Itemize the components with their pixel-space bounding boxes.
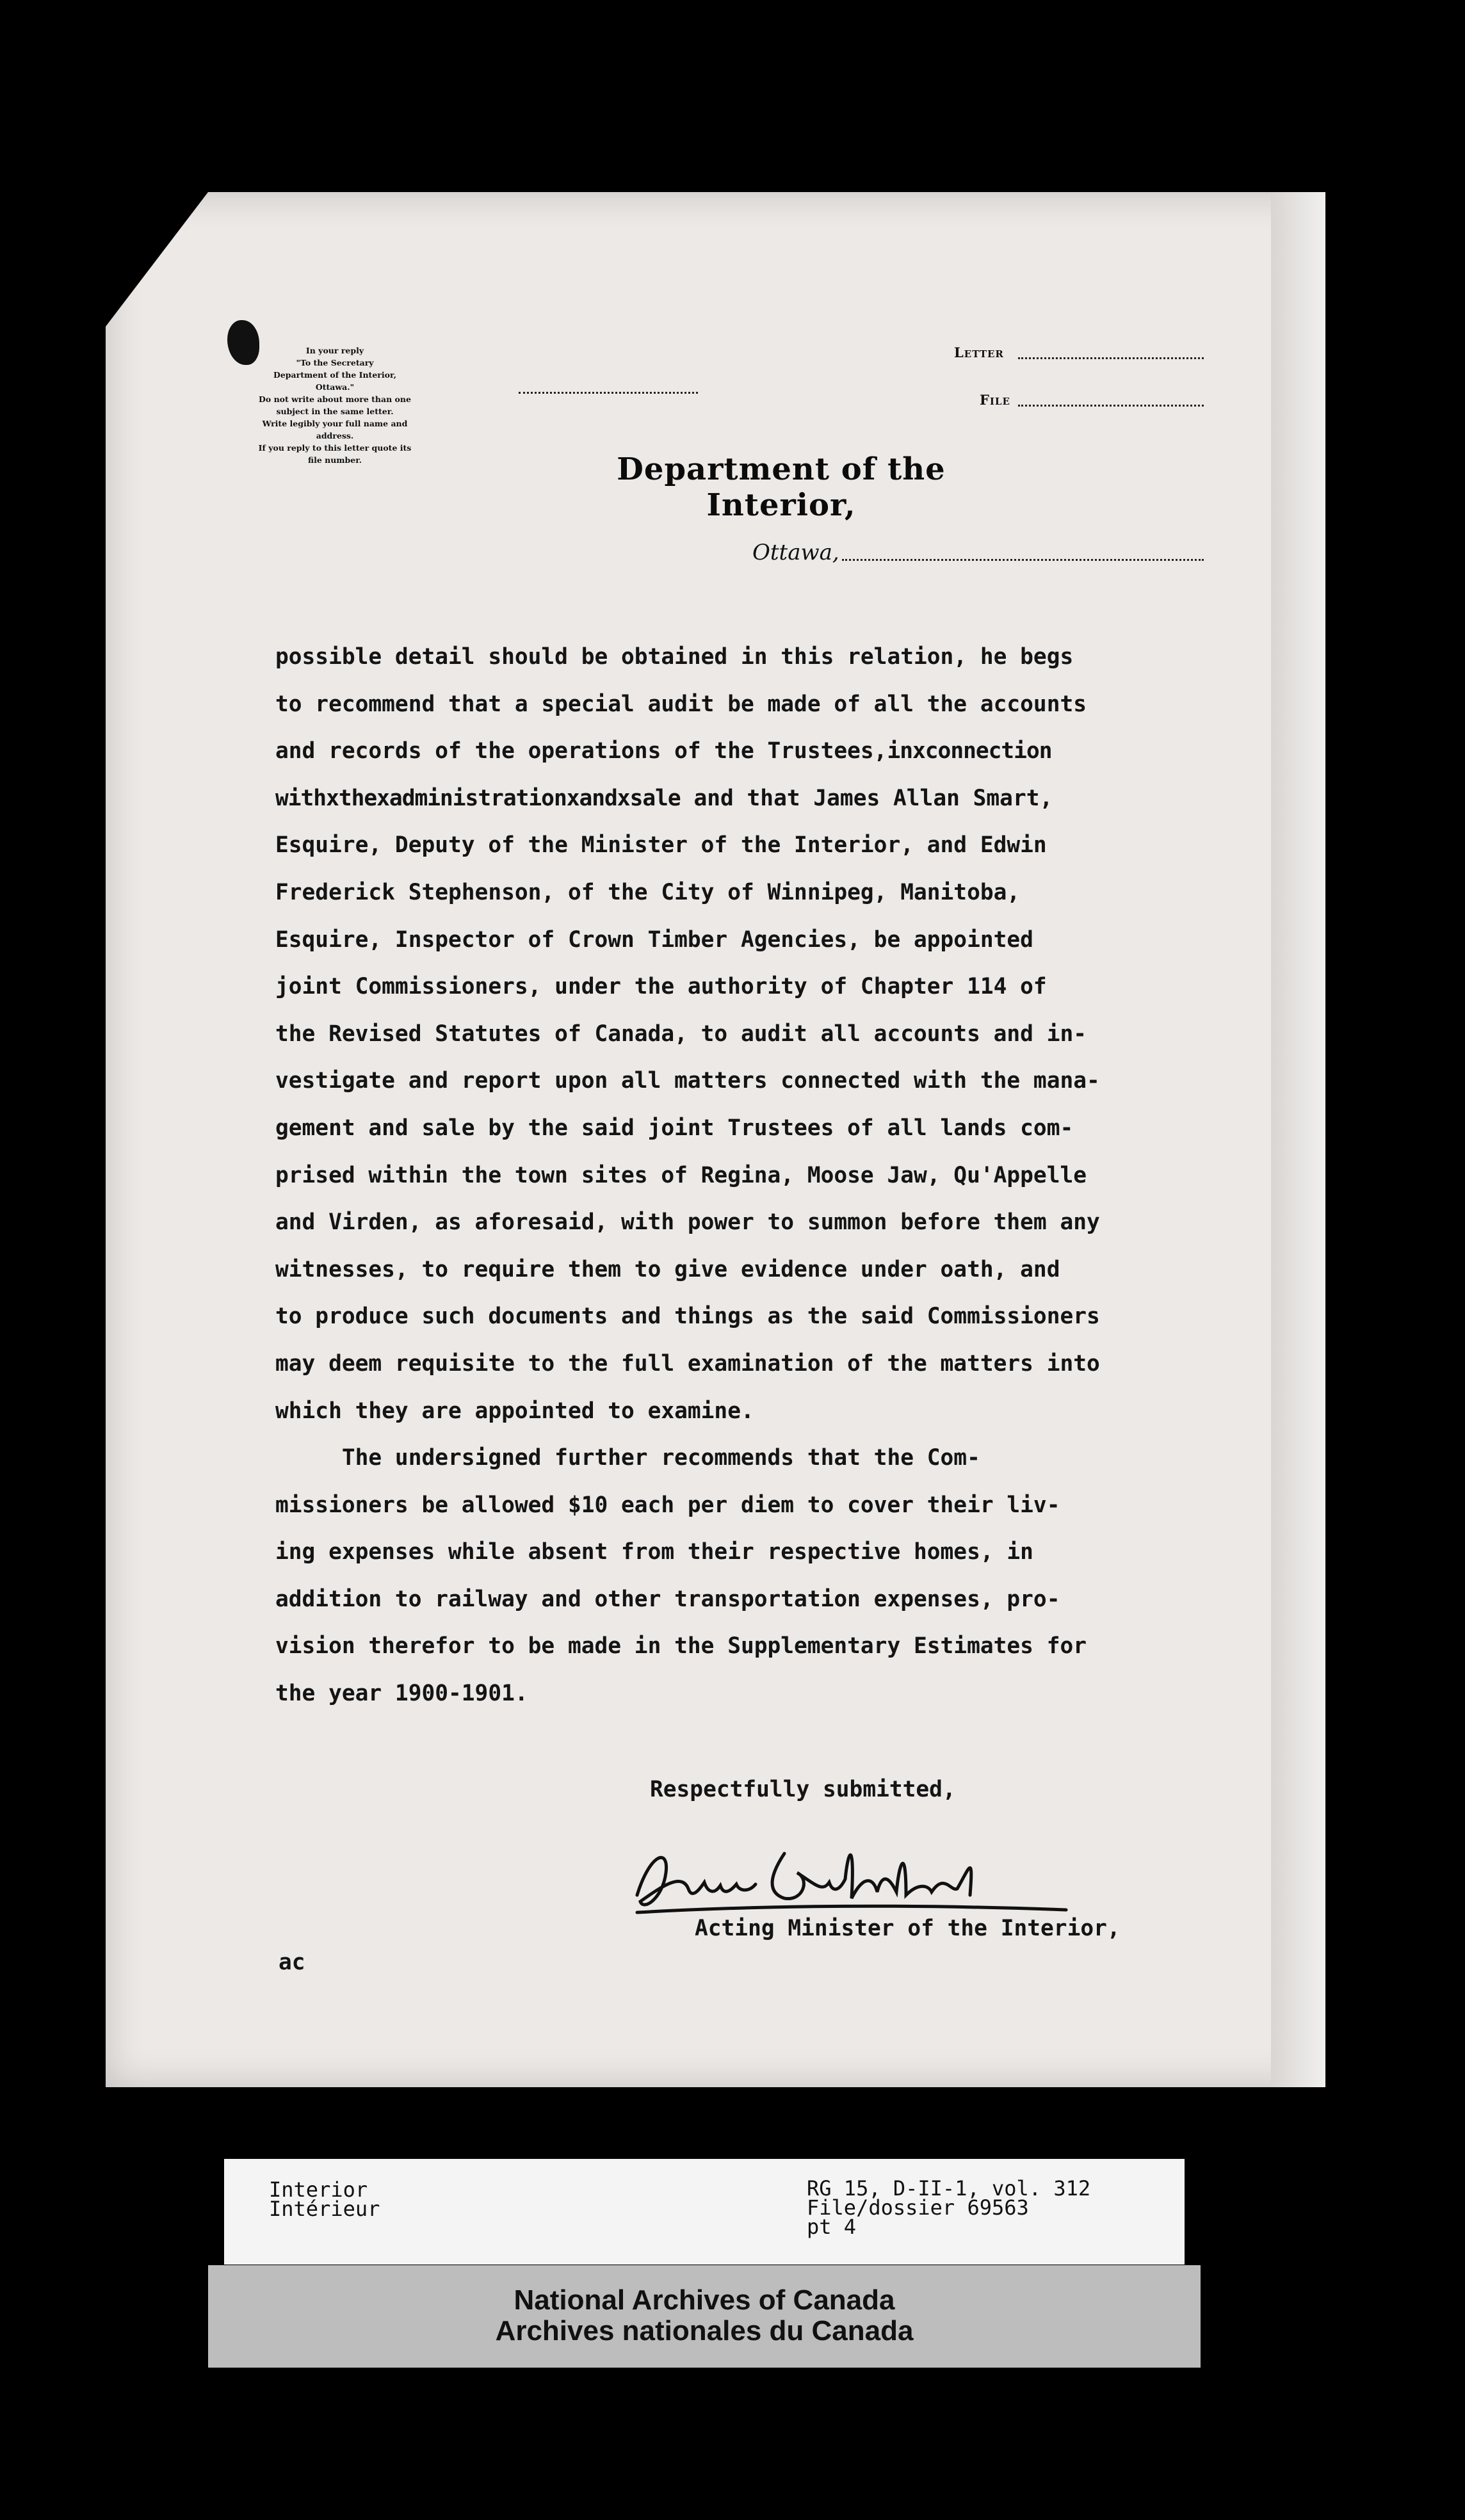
sheet-edge (1271, 192, 1325, 2087)
body-line: joint Commissioners, under the authority of Chapter 114 of (275, 974, 1047, 1000)
place-label: Ottawa, (752, 540, 839, 565)
body-line (275, 728, 1185, 775)
reply-note-line: In your reply (305, 346, 364, 355)
body-line: may deem requisite to the full examination of the matters into (275, 1350, 1100, 1377)
body-line: the Revised Statutes of Canada, to audit all accounts and in- (275, 1021, 1087, 1047)
body-line: The undersigned further recommends that the Com- (275, 1445, 980, 1471)
typist-initials: ac (279, 1950, 305, 1975)
reply-note-line: address. (316, 431, 354, 440)
body-line: Esquire, Inspector of Crown Timber Agencies, be appointed (275, 926, 1033, 953)
struck-text: withxthexadministrationxandxsale (275, 785, 681, 811)
folded-corner (106, 192, 208, 327)
department-title: Department of the Interior, (617, 451, 946, 523)
closing-phrase: Respectfully submitted, (650, 1777, 956, 1802)
letter-body (275, 634, 1185, 1718)
body-line: possible detail should be obtained in this relation, he begs (275, 644, 1074, 670)
reply-note-line: subject in the same letter. (276, 407, 394, 416)
body-line: gement and sale by the said joint Trustees of all lands com- (275, 1115, 1074, 1141)
archives-name-en: National Archives of Canada (514, 2284, 895, 2316)
file-label: File (980, 392, 1010, 408)
letter-blank (1018, 357, 1204, 359)
reply-note-line: Write legibly your full name and (262, 419, 408, 428)
reply-instructions (242, 346, 428, 467)
body-line: prised within the town sites of Regina, Moose Jaw, Qu'Appelle (275, 1162, 1087, 1188)
body-line: which they are appointed to examine. (275, 1398, 754, 1424)
handwritten-signature (624, 1828, 1085, 1924)
reply-note-line: Do not write about more than one (259, 394, 411, 404)
part-number: pt 4 (807, 2215, 857, 2239)
archives-banner (208, 2265, 1201, 2368)
body-line: witnesses, to require them to give evidence under oath, and (275, 1256, 1060, 1282)
body-line: missioners be allowed $10 each per diem to cover their liv- (275, 1492, 1060, 1518)
file-blank (1018, 405, 1204, 407)
archives-name-fr: Archives nationales du Canada (495, 2315, 914, 2346)
reply-note-line: "To the Secretary (296, 358, 374, 368)
reply-note-line: file number. (307, 455, 362, 465)
file-number: File/dossier 69563 (807, 2195, 1029, 2220)
body-line: ing expenses while absent from their respective homes, in (275, 1539, 1033, 1565)
body-line: to recommend that a special audit be made of all the accounts (275, 691, 1087, 717)
department-en: Interior (269, 2177, 368, 2202)
body-line (275, 775, 1185, 823)
reply-note-line: If you reply to this letter quote its (258, 443, 412, 453)
body-line: Frederick Stephenson, of the City of Winnipeg, Manitoba, (275, 879, 1021, 905)
body-text: and records of the operations of the Trustees, (275, 738, 887, 764)
signatory-title: Acting Minister of the Interior, (695, 1916, 1121, 1941)
body-line: Esquire, Deputy of the Minister of the Interior, and Edwin (275, 832, 1047, 859)
body-line: the year 1900-1901. (275, 1681, 528, 1707)
letter-label: Letter (954, 344, 1004, 360)
body-line: and Virden, as aforesaid, with power to summon before them any (275, 1209, 1100, 1236)
struck-text: inxconnection (887, 738, 1052, 764)
reference-blank (519, 392, 698, 394)
body-text: and that James Allan Smart, (680, 785, 1053, 811)
date-blank (842, 559, 1204, 561)
body-line: vestigate and report upon all matters connected with the mana- (275, 1068, 1100, 1094)
body-line: to produce such documents and things as the said Commissioners (275, 1304, 1100, 1330)
record-group: RG 15, D-II-1, vol. 312 (807, 2176, 1091, 2201)
archive-reference-label (224, 2159, 1185, 2265)
reply-note-line: Ottawa." (315, 382, 355, 392)
body-line: addition to railway and other transportation expenses, pro- (275, 1586, 1060, 1612)
reply-note-line: Department of the Interior, (273, 370, 396, 380)
body-line: vision therefor to be made in the Supplementary Estimates for (275, 1633, 1087, 1660)
department-fr: Intérieur (269, 2197, 380, 2221)
